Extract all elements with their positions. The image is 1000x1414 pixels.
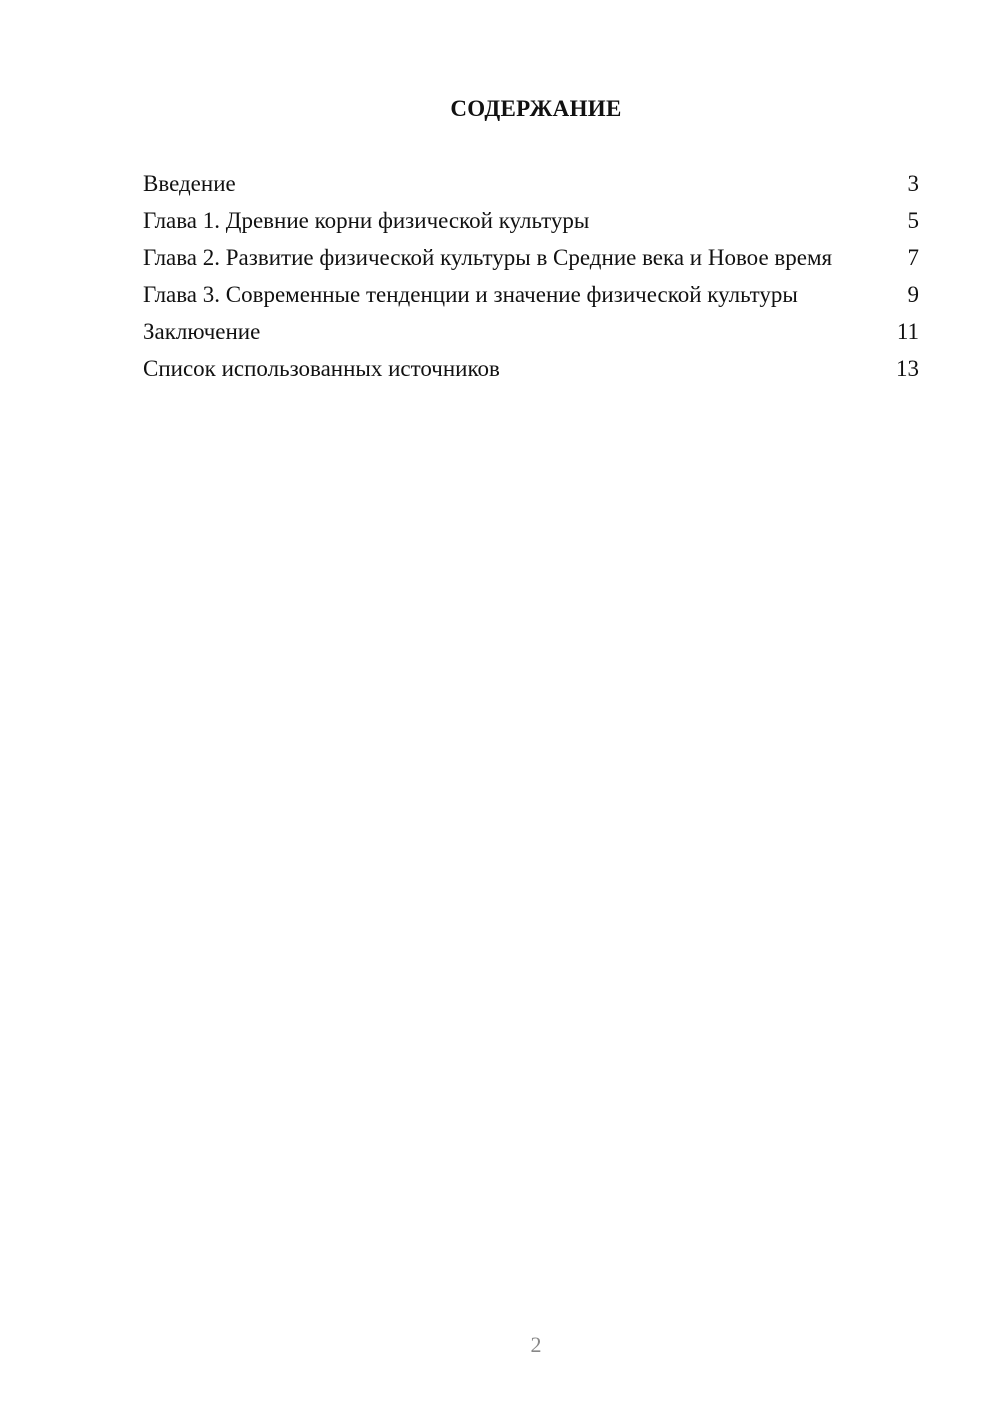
toc-entry-text: Глава 3. Современные тенденции и значение физической культуры — [143, 282, 798, 307]
page-title: СОДЕРЖАНИЕ — [450, 96, 622, 121]
toc-entry-chapter-3 — [143, 281, 919, 308]
toc-entry-text: Список использованных источников — [143, 356, 500, 381]
toc-entry-conclusion — [143, 318, 919, 345]
toc-entry-page: 11 — [896, 319, 919, 344]
toc-entry-page: 5 — [907, 208, 919, 233]
toc-entry-page: 3 — [907, 171, 919, 196]
table-of-contents — [143, 170, 919, 392]
toc-entry-text: Введение — [143, 171, 236, 196]
toc-entry-page: 13 — [896, 356, 919, 381]
toc-entry-references — [143, 355, 919, 382]
toc-entry-page: 7 — [907, 245, 919, 270]
toc-entry-chapter-2 — [143, 244, 919, 271]
toc-entry-text: Глава 1. Древние корни физической культуры — [143, 208, 590, 233]
toc-entry-text: Заключение — [143, 319, 261, 344]
toc-entry-introduction — [143, 170, 919, 197]
page-number: 2 — [530, 1332, 542, 1357]
toc-entry-text: Глава 2. Развитие физической культуры в Средние века и Новое время — [143, 245, 833, 270]
toc-entry-page: 9 — [907, 282, 919, 307]
toc-entry-chapter-1 — [143, 207, 919, 234]
